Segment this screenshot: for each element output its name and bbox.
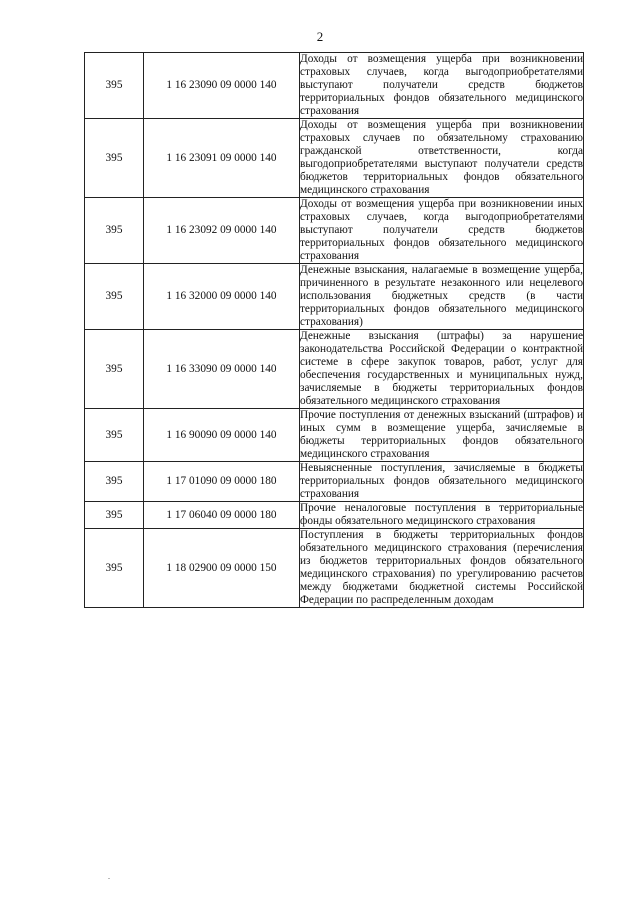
table-row [85,119,584,198]
description-cell: Невыясненные поступления, зачисляемые в бюджеты территориальных фондов обязательного медицинского страхования [300,462,583,500]
admin-code-cell: 395 [85,264,144,330]
revenue-code-cell: 1 17 01090 09 0000 180 [144,462,300,502]
revenue-code-cell: 1 16 90090 09 0000 140 [144,409,300,462]
description-cell: Доходы от возмещения ущерба при возникновении страховых случаев по обязательному страхованию гражданской ответственности, когда выгодоприобретателями выступают получатели средств бюджетов территориальных фондов обязательного медицинского страхования [300,119,583,196]
admin-code-cell: 395 [85,409,144,462]
page-number: 2 [316,29,324,44]
description-cell: Поступления в бюджеты территориальных фондов обязательного медицинского страхования (перечисления из бюджетов территориальных фондов обязательного медицинского страхования) по урегулированию расчетов между бюджетами бюджетной системы Российской Федерации по распределенным доходам [300,529,583,606]
admin-code-cell: 395 [85,119,144,198]
revenue-code-cell: 1 16 32000 09 0000 140 [144,264,300,330]
description-cell: Доходы от возмещения ущерба при возникновении страховых случаев, когда выгодоприобретателями выступают получатели средств бюджетов территориальных фондов обязательного медицинского страхования [300,53,583,117]
table-row [85,502,584,529]
revenue-code-cell: 1 16 23092 09 0000 140 [144,198,300,264]
admin-code-cell: 395 [85,502,144,529]
admin-code-cell: 395 [85,198,144,264]
description-cell: Прочие поступления от денежных взысканий (штрафов) и иных сумм в возмещение ущерба, зачисляемые в бюджеты территориальных фондов обязательного медицинского страхования [300,409,583,460]
scan-speck [108,878,110,879]
table-row [85,53,584,119]
description-cell: Доходы от возмещения ущерба при возникновении иных страховых случаев, когда выгодоприобретателями выступают получатели средств бюджетов территориальных фондов обязательного медицинского страхования [300,198,583,262]
revenue-code-cell: 1 16 23090 09 0000 140 [144,53,300,119]
description-cell: Прочие неналоговые поступления в территориальные фонды обязательного медицинского страхования [300,502,583,527]
revenue-code-cell: 1 16 33090 09 0000 140 [144,330,300,409]
admin-code-cell: 395 [85,53,144,119]
table-row [85,198,584,264]
table-body [85,53,584,608]
table-row [85,330,584,409]
revenue-code-cell: 1 17 06040 09 0000 180 [144,502,300,529]
admin-code-cell: 395 [85,462,144,502]
table-row [85,529,584,608]
admin-code-cell: 395 [85,529,144,608]
revenue-code-cell: 1 16 23091 09 0000 140 [144,119,300,198]
table-row [85,462,584,502]
admin-code-cell: 395 [85,330,144,409]
revenue-classification-table [84,52,584,608]
description-cell: Денежные взыскания (штрафы) за нарушение законодательства Российской Федерации о контрактной системе в сфере закупок товаров, работ, услуг для обеспечения государственных и муниципальных нужд, зачисляемые в бюджеты территориальных фондов обязательного медицинского страхования [300,330,583,407]
table-row [85,264,584,330]
revenue-code-cell: 1 18 02900 09 0000 150 [144,529,300,608]
table-row [85,409,584,462]
description-cell: Денежные взыскания, налагаемые в возмещение ущерба, причиненного в результате незаконного или нецелевого использования бюджетных средств (в части территориальных фондов обязательного медицинского страхования) [300,264,583,328]
